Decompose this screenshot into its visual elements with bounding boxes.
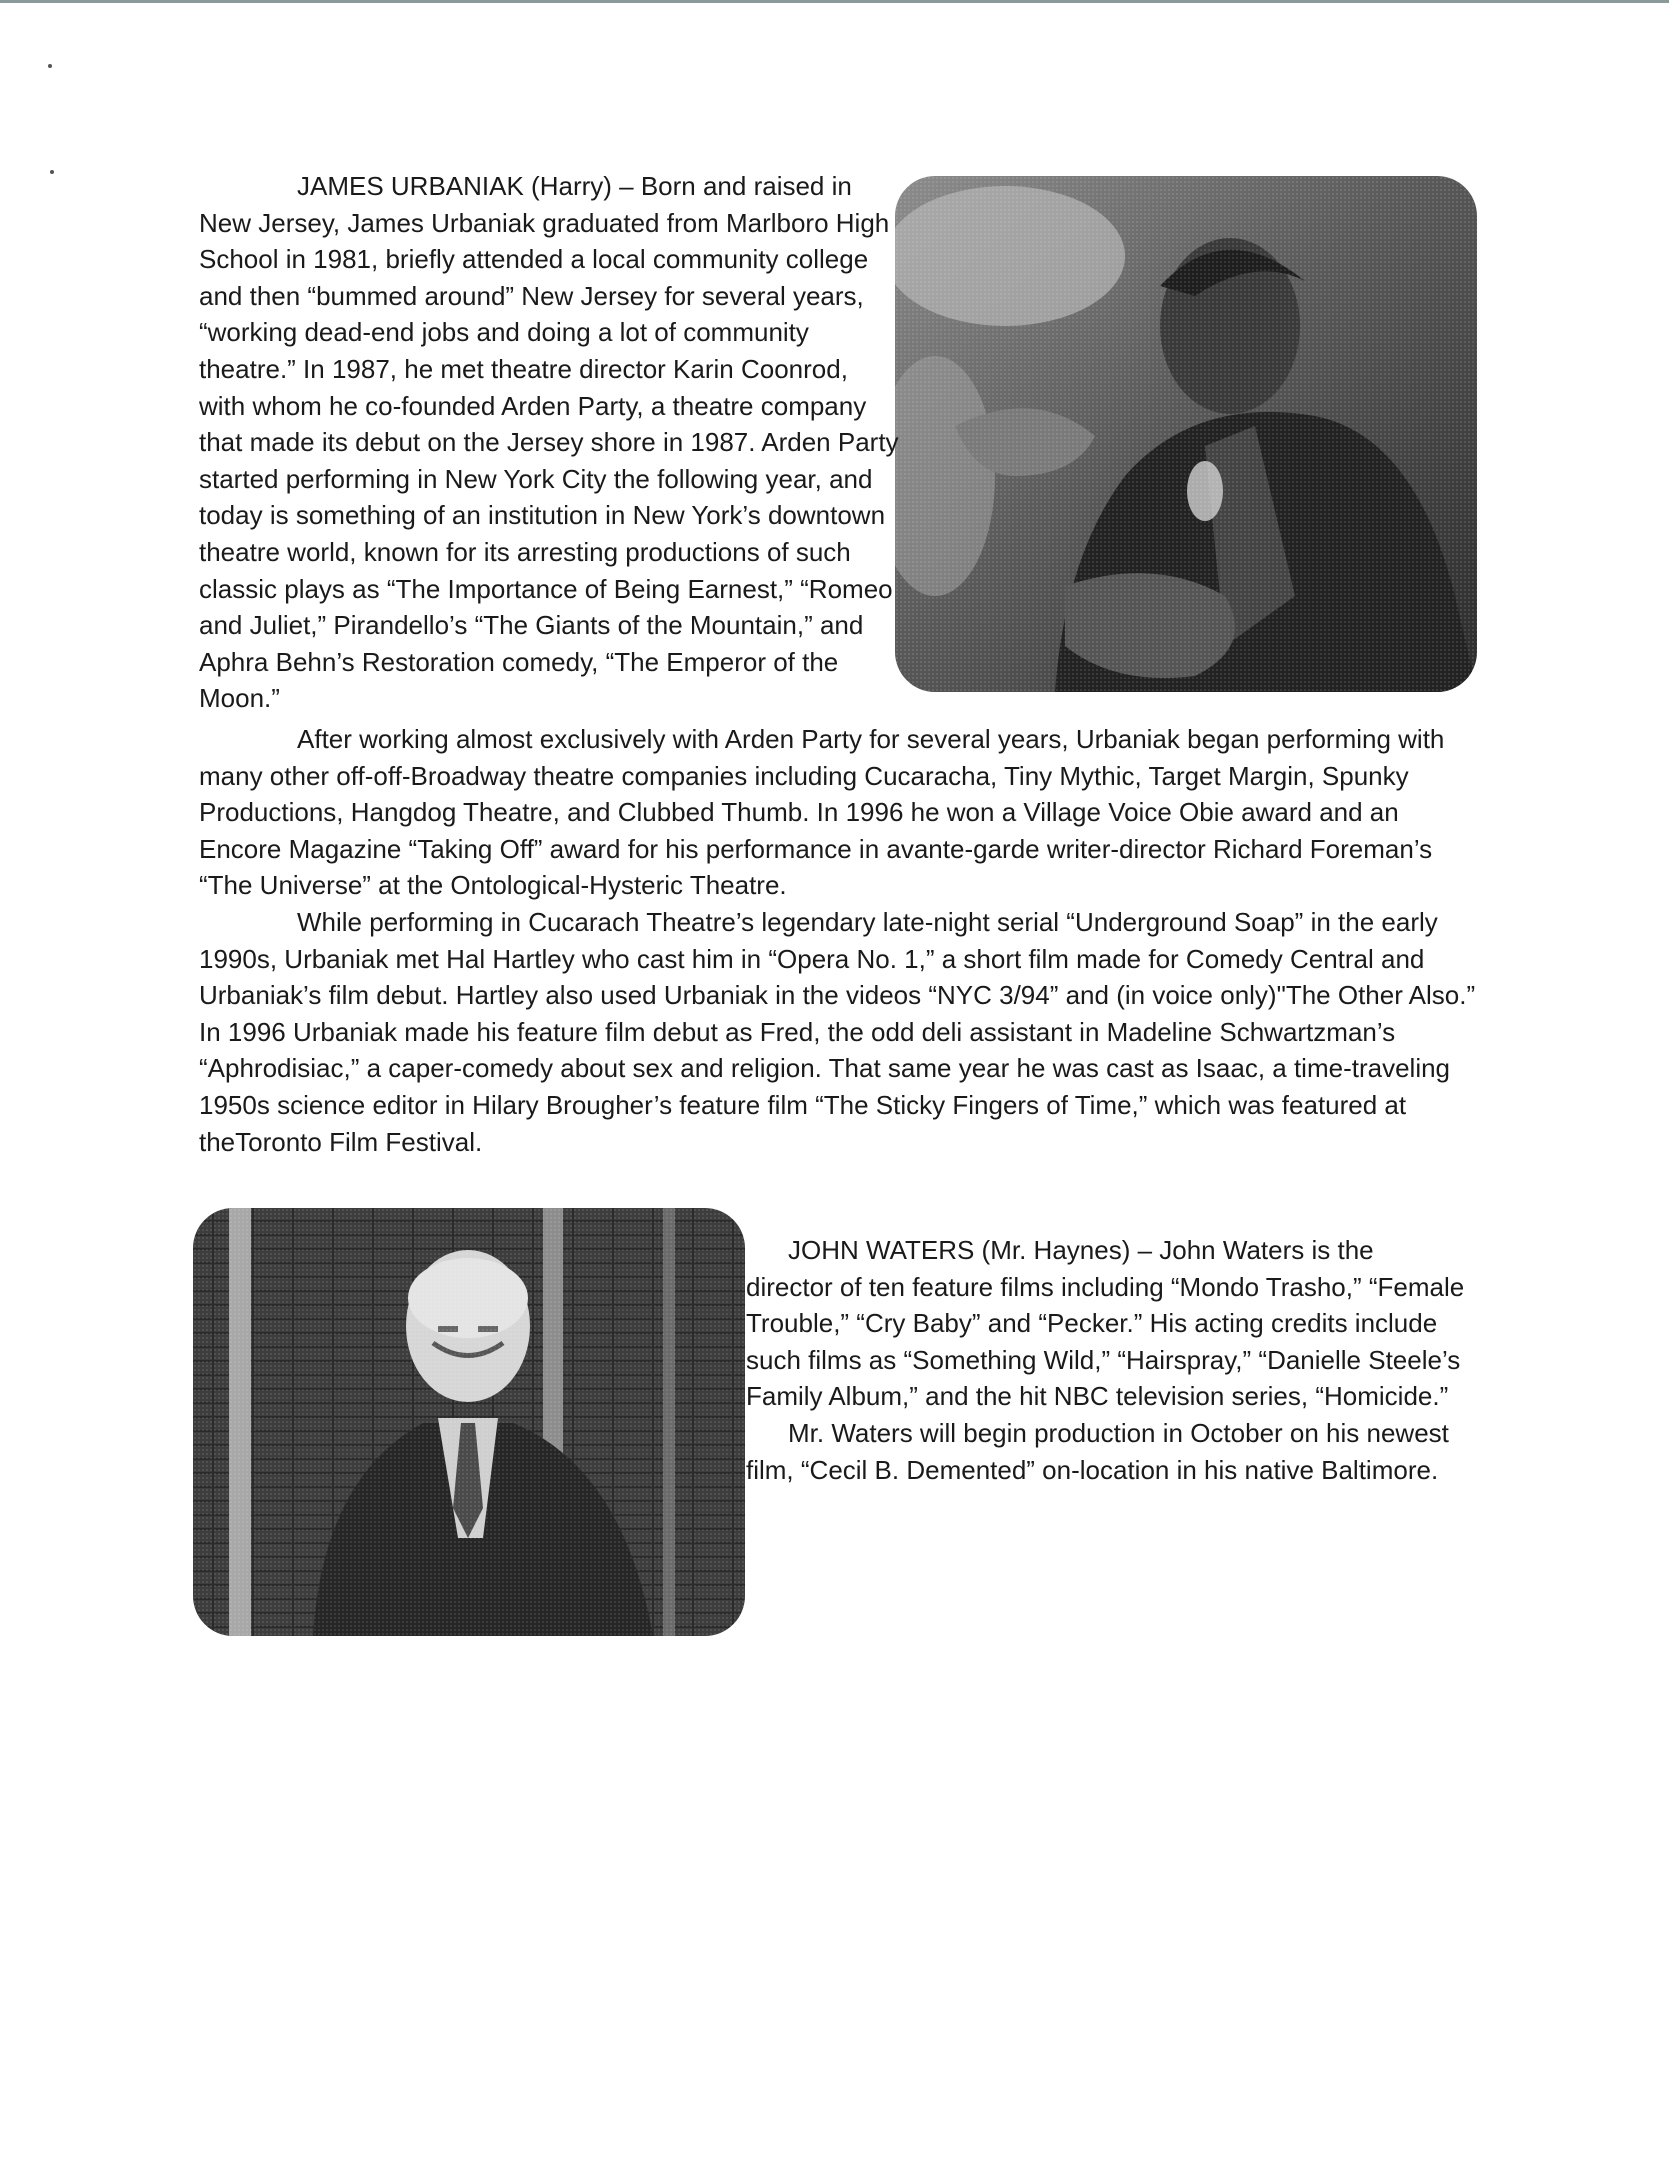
urbaniak-photo-image <box>895 176 1477 692</box>
top-rule <box>0 0 1669 3</box>
waters-bio <box>746 1232 1466 1488</box>
urbaniak-lead-paragraph: JAMES URBANIAK (Harry) – Born and raised in New Jersey, James Urbaniak graduated from Marlboro High School in 1981, briefly attended a local community college and then “bummed around” New Jersey for several years, “working dead-end jobs and doing a lot of community theatre.” In 1987, he met theatre director Karin Coonrod, with whom he co-founded Arden Party, a theatre company that made its debut on the Jersey shore in 1987. Arden Party started performing in New York City the following year, and today is something of an institution in New York’s downtown theatre world, known for its arresting productions of such classic plays as “The Importance of Being Earnest,” “Romeo and Juliet,” Pirandello’s “The Giants of the Mountain,” and Aphra Behn’s Restoration comedy, “The Emperor of the Moon.” <box>199 171 899 714</box>
waters-photo-image <box>193 1208 745 1636</box>
scan-speck <box>50 170 54 174</box>
scan-speck <box>48 64 52 68</box>
waters-paragraph-1: JOHN WATERS (Mr. Haynes) – John Waters is the director of ten feature films including “Mondo Trasho,” “Female Trouble,” “Cry Baby” and “Pecker.” His acting credits include such films as “Something Wild,” “Hairspray,” “Danielle Steele’s Family Album,” and the hit NBC television series, “Homicide.” <box>746 1235 1465 1412</box>
urbaniak-paragraph-3: While performing in Cucarach Theatre’s legendary late-night serial “Underground Soap” in the early 1990s, Urbaniak met Hal Hartley who cast him in “Opera No. 1,” a short film made for Comedy Central and Urbaniak’s film debut. Hartley also used Urbaniak in the videos “NYC 3/94” and (in voice only)"The Other Also.” In 1996 Urbaniak made his feature film debut as Fred, the odd deli assistant in Madeline Schwartzman’s “Aphrodisiac,” a caper-comedy about sex and religion. That same year he was cast as Isaac, a time-traveling 1950s science editor in Hilary Brougher’s feature film “The Sticky Fingers of Time,” which was featured at theToronto Film Festival. <box>199 906 1476 1157</box>
waters-paragraph-2: Mr. Waters will begin production in October on his newest film, “Cecil B. Demented” on-location in his native Baltimore. <box>746 1417 1449 1485</box>
urbaniak-bio-continued <box>199 721 1484 1160</box>
urbaniak-paragraph-2: After working almost exclusively with Arden Party for several years, Urbaniak began performing with many other off-off-Broadway theatre companies including Cucaracha, Tiny Mythic, Target Margin, Spunky Productions, Hangdog Theatre, and Clubbed Thumb. In 1996 he won a Village Voice Obie award and an Encore Magazine “Taking Off” award for his performance in avante-garde writer-director Richard Foreman’s “The Universe” at the Ontological-Hysteric Theatre. <box>199 724 1445 901</box>
urbaniak-photo <box>895 176 1477 692</box>
waters-photo <box>193 1208 745 1636</box>
